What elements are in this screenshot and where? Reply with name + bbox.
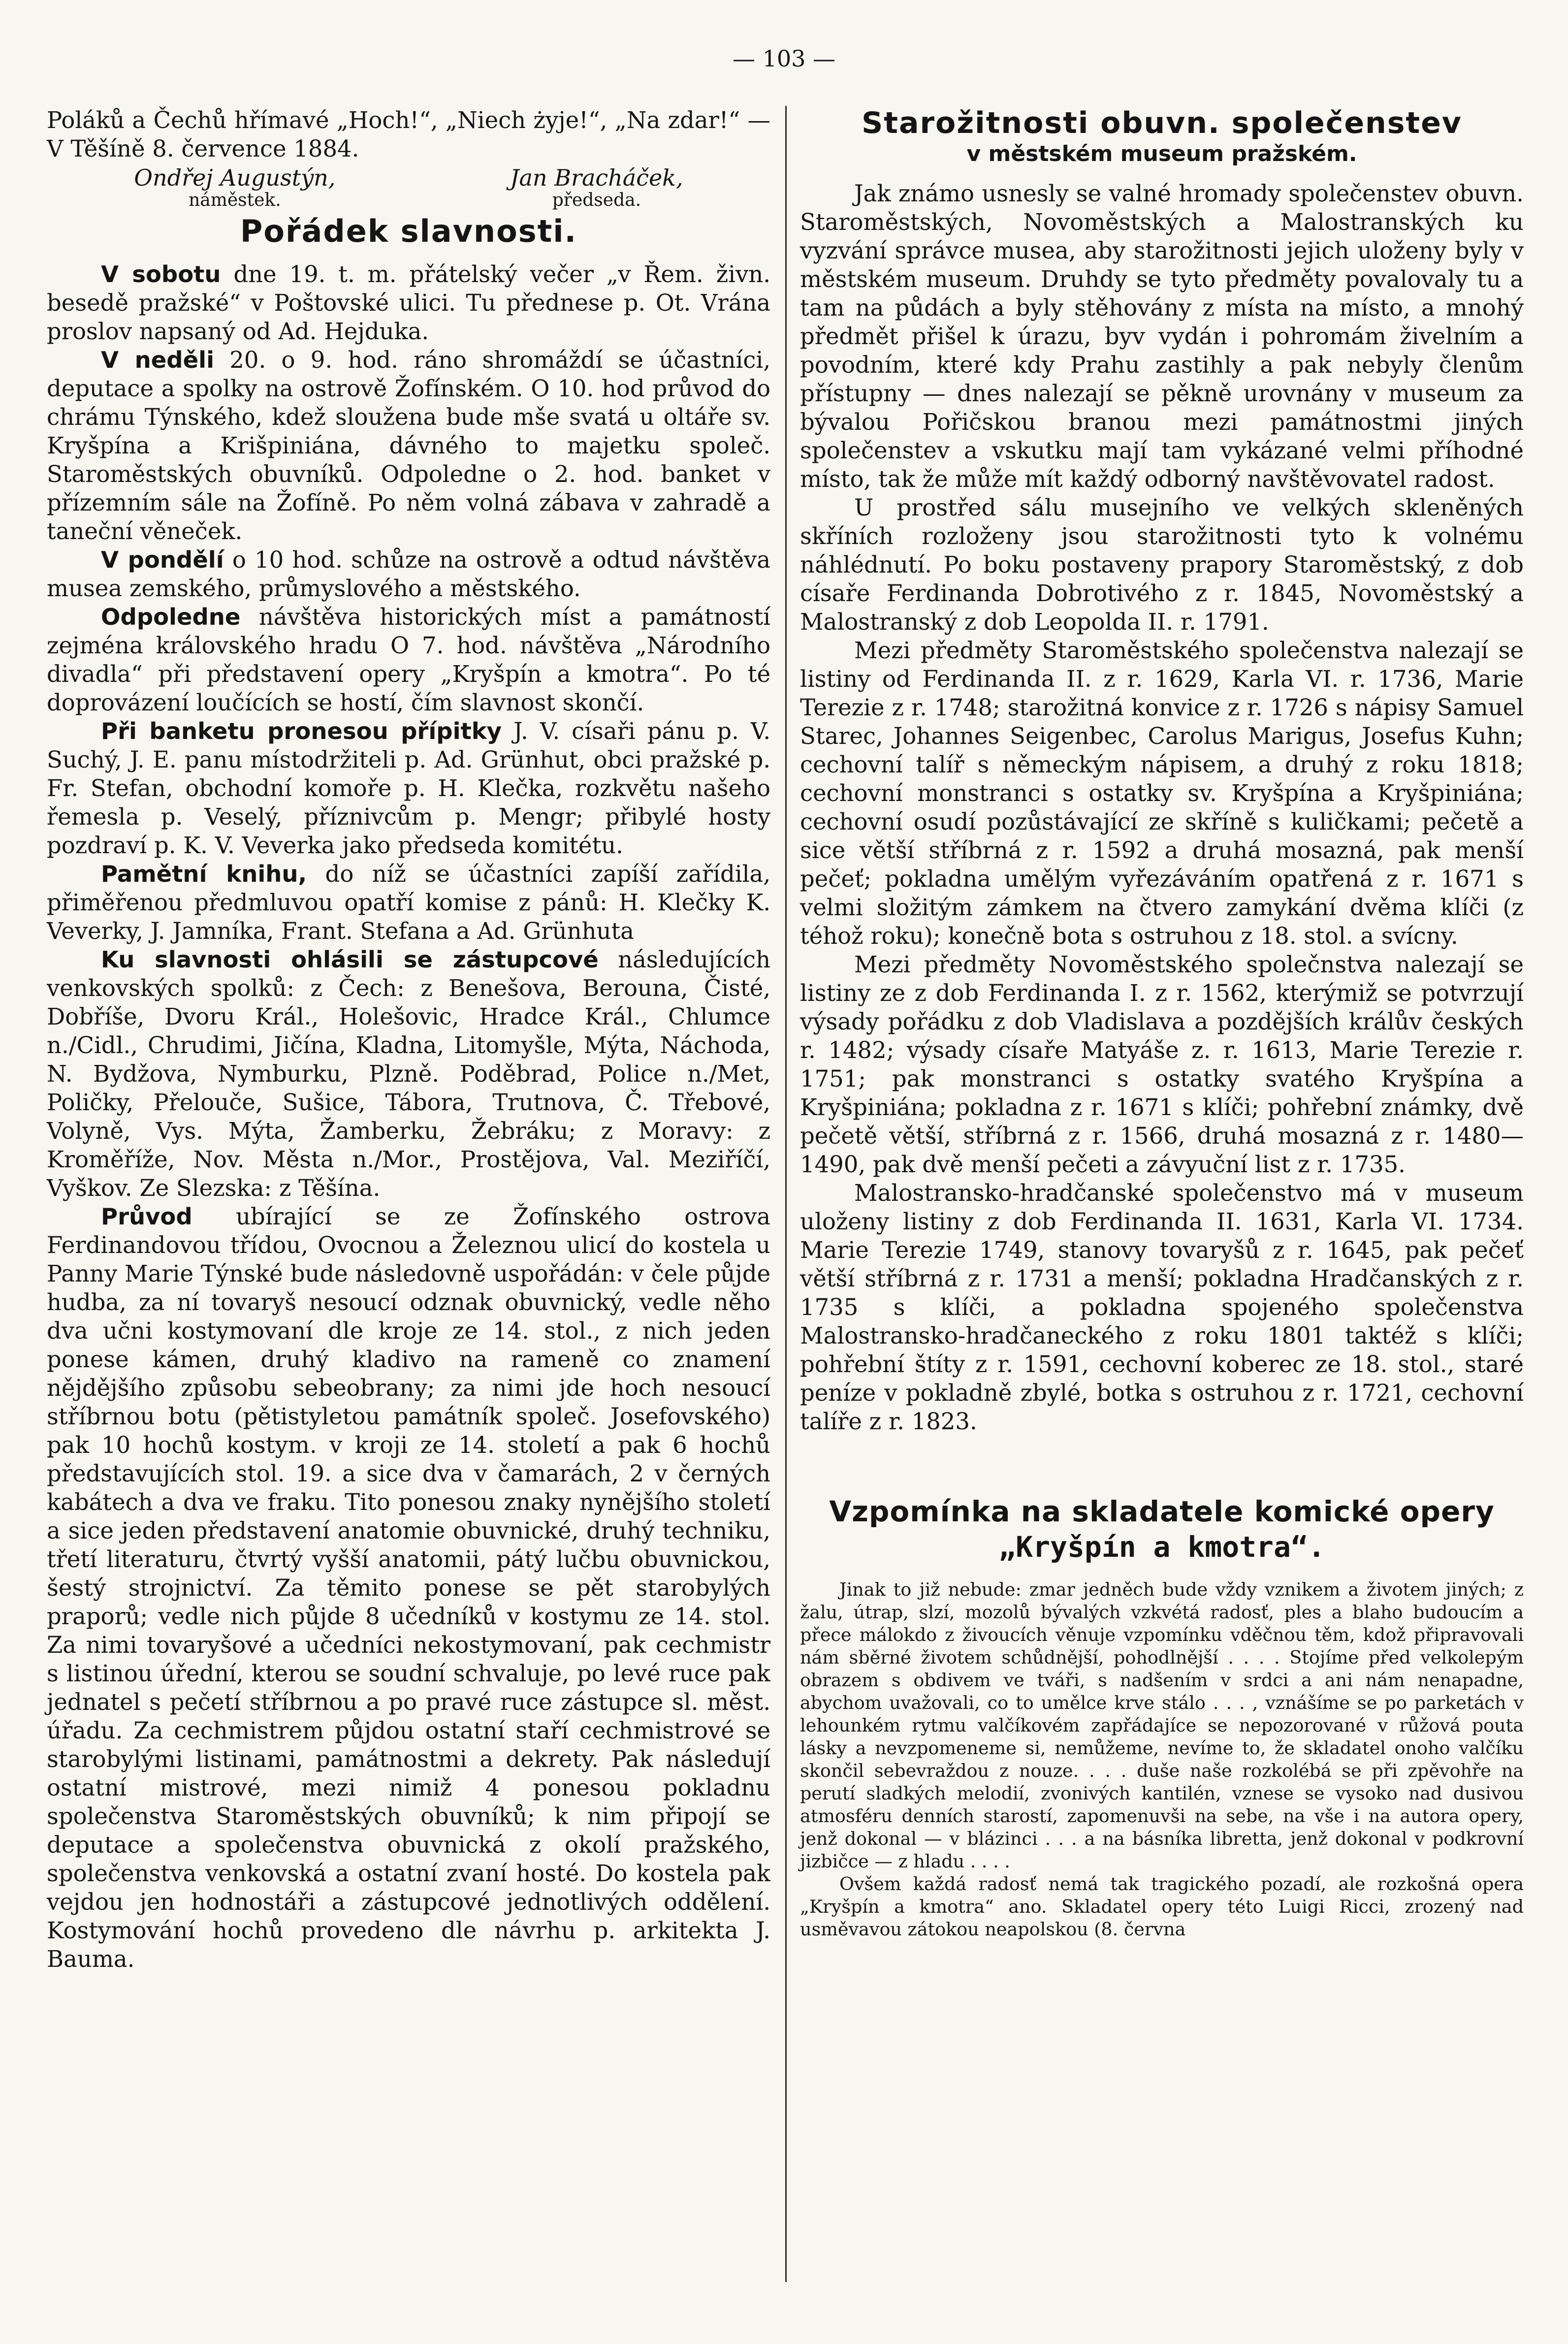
- paragraph-antiquities-3: Mezi předměty Staroměstského společenstva nalezají se listiny od Ferdinanda II. z r. 1629, Karla VI. r. 1736, Marie Terezie z r. 1748; starožitná konvice z r. 1726 s nápisy Samuel Starec, Johannes Seigenbec, Carolus Marigus, Josefus Kuhn; cechovní talíř s německým nápisem, a druhý z roku 1818; cechovní monstranci s ostatky sv. Kryšpína a Kryšpiniána; cechovní osudí pozůstávající ze skříně s kuličkami; pečetě a sice větší stříbrná z r. 1592 a druhá mosazná, pak menší pečeť; pokladna umělým vyřezáváním opatřená z r. 1671 s velmi složitým zámkem na čtvero zamykání dvěma klíči (z téhož roku); konečně bota s ostruhou z 18. stol. a svícny.: [800, 637, 1524, 949]
- paragraph-sunday: [47, 346, 770, 546]
- text-delegates: následujících venkovských spolků: z Čech: z Benešova, Berouna, Čisté, Dobříše, Dvoru Král., Holešovic, Hradce Král., Chlumce n./Cidl., Chrudimi, Jičína, Kladna, Litomyšle, Mýta, Náchoda, N. Bydžova, Nymburku, Plzně. Poděbrad, Police n./Met, Poličky, Přelouče, Sušice, Tábora, Trutnova, Č. Třebové, Volyně, Vys. Mýta, Žamberku, Žebráku; z Moravy: z Kroměříže, Nov. Města n./Mor., Prostějova, Val. Meziříčí, Vyškov. Ze Slezska: z Těšína.: [47, 946, 770, 1201]
- section-heading-opera: Vzpomínka na skladatele komické opery: [829, 1495, 1495, 1528]
- text-banquet: J. V. císaři pánu p. V. Suchý, J. E. panu místodržiteli p. Ad. Grünhut, obci pražské p. Fr. Stefan, obchodní komoře p. H. Klečka, rozkvětu našeho řemesla p. Veselý, příznivcům p. Mengr; přibylé hosty pozdraví p. K. V. Veverka jako předseda komitétu.: [47, 718, 771, 859]
- section-subheading-opera: „Kryšpín a kmotra“.: [998, 1530, 1325, 1564]
- signature-role: předseda.: [552, 190, 641, 210]
- paragraph-memorial-book: [47, 860, 770, 945]
- text-procession: ubírající se ze Žofínského ostrova Ferdinandovou třídou, Ovocnou a Železnou ulicí do kostela u Panny Marie Týnské bude následovně uspořádán: v čele půjde hudba, za ní tovaryš nesoucí odznak obuvnický, vedle něho dva učni kostymovaní dle kroje ze 14. stol., z nich jeden ponese kámen, druhý kladivo na rameně co znamení nějdějšího způsobu sebeobrany; za nimi jde hoch nesoucí stříbrnou botu (pětistyletou památník společ. Josefovského) pak 10 hochů kostym. v kroji ze 14. století a pak 6 hochů představujících stol. 19. a sice dva v čamarách, 2 v černých kabátech a dva ve fraku. Tito ponesou znaky nynějšího století a sice jeden představení anatomie obuvnické, druhý techniku, třetí literaturu, čtvrtý vyšší anatomii, pátý lučbu obuvnickou, šestý strojnictví. Za těmito ponese se pět starobylých praporů; vedle nich půjde 8 učedníků v kostymu ze 14. stol. Za nimi tovaryšové a učedníci nekostymovaní, pak cechmistr s listinou úřední, kterou se soudní schvaluje, po levé ruce pak jednatel s pečetí stříbrnou a po pravé ruce zástupce sl. měst. úřadu. Za cechmistrem půjdou ostatní staří cechmistrové se starobylými listinami, památnostmi a dekrety. Pak následují ostatní mistrové, mezi nimiž 4 ponesou pokladnu společenstva Staroměstských obuvníků; k nim připojí se deputace a společenstva obuvnická z okolí pražského, společenstva venkovská a ostatní zvaní hosté. Do kostela pak vejdou jen hodnostáři a zástupcové jednotlivých oddělení. Kostymování hochů provedeno dle návrhu p. arkitekta J. Bauma.: [47, 1203, 770, 1972]
- text-saturday: dne 19. t. m. přátelský večer „v Řem. živn. besedě pražské“ v Poštovské ulici. Tu přednese p. Ot. Vrána proslov napsaný od Ad. Hejduka.: [47, 261, 770, 345]
- section-subheading-antiquities: v městském museum pražském.: [966, 141, 1357, 166]
- paragraph-afternoon: [47, 603, 770, 717]
- text-monday: o 10 hod. schůze na ostrově a odtud návštěva musea zemského, průmyslového a městského.: [47, 546, 770, 602]
- left-column: [47, 106, 770, 1973]
- signature-chair: [510, 165, 683, 210]
- paragraph-procession: [47, 1202, 770, 1973]
- paragraph-antiquities-2: U prostřed sálu musejního ve velkých skleněných skříních rozloženy jsou starožitnosti tyto k volnému náhlédnutí. Po boku postaveny prapory Staroměstský, z dob císaře Ferdinanda Dobrotivého z r. 1845, Novoměstský a Malostranský z dob Leopolda II. r. 1791.: [800, 494, 1524, 635]
- page-number: — 103 —: [732, 45, 836, 72]
- paragraph-opera-2: Ovšem každá radosť nemá tak tragického pozadí, ale rozkošná opera „Kryšpín a kmotra“ ano. Skladatel opery této Luigi Ricci, zrozený nad usměvavou zátokou neapolskou (8. června: [800, 1873, 1524, 1940]
- signature-name: Jan Bracháček,: [510, 164, 683, 191]
- paragraph-delegates: [47, 945, 770, 1202]
- paragraph-antiquities-1: Jak známo usnesly se valné hromady společenstev obuvn. Staroměstských, Novoměstských a Malostranských ku vyzvání správce musea, aby starožitnosti jejich uloženy byly v městském museum. Druhdy se tyto předměty povalovaly tu a tam na půdách a byly stěhovány z místa na místo, a mnohý předmět přišel k úrazu, byv vydán i pohromám živelním a povodním, které kdy Prahu zastihly a pak nebyly členům přístupny — dnes nalezají se pěkně urovnány v museum za bývalou Pořičskou branou mezi památnostmi jiných společenstev a vskutku mají tam vykázané velmi příhodné místo, tak že může mít každý odborný navštěvovatel radost.: [800, 180, 1524, 492]
- signature-role: náměstek.: [189, 190, 281, 210]
- column-divider: [785, 106, 787, 2282]
- lead-afternoon: Odpoledne: [101, 604, 241, 630]
- section-heading-program: Pořádek slavnosti.: [240, 213, 577, 249]
- paragraph-antiquities-5: Malostransko-hradčanské společenstvo má v museum uloženy listiny z dob Ferdinanda II. 1631, Karla VI. 1734. Marie Terezie 1749, stanovy tovaryšů z r. 1645, pak pečeť větší stříbrná z r. 1731 a menší; pokladna Hradčanských z r. 1735 s klíči, a pokladna spojeného společenstva Malostransko-hradčaneckého z roku 1801 taktéž s klíči; pohřební štíty z r. 1591, cechovní koberec ze 18. stol., staré peníze v pokladně zbylé, botka s ostruhou z r. 1721, cechovní talíře z r. 1823.: [800, 1180, 1524, 1435]
- paragraph-antiquities-4: Mezi předměty Novoměstského společnstva nalezají se listiny ze z dob Ferdinanda I. z r. 1562, kterýmiž se potvrzují výsady pořádku z dob Vladislava a pozdějších králův českých r. 1482; výsady císaře Matyáše z. r. 1613, Marie Terezie r. 1751; pak monstranci s ostatky svatého Kryšpína a Kryšpiniána; pokladna z r. 1671 s klíči; pohřební známky, dvě pečetě větší, stříbrná z r. 1566, druhá mosazná z r. 1480—1490, pak dvě menší pečeti a závyuční list z r. 1735.: [800, 951, 1524, 1178]
- signature-name: Ondřej Augustýn,: [134, 164, 336, 191]
- right-column: [800, 106, 1524, 1941]
- paragraph-opera-1: Jinak to již nebude: zmar jedněch bude vždy vznikem a životem jiných; z žalu, útrap, slzí, mozolů bývalých vzkvétá radosť, ples a blaho budoucím a přece málokdo z živoucích věnuje vzpomínku vděčnou těm, kdož připravovali nám sběrné životem schůdnější, pohodlnější . . . . Stojíme před velkolepým obrazem s obdivem ve tváři, s nadšením v srdci a ani nám nenapadne, abychom uvažovali, co to umělce krve stálo . . . , vznášíme se po parketách v lehounkém rytmu valčíkovém zapřádajíce se nepozorované v růžová pouta lásky a nevzpomeneme si, nemůžeme, nevíme to, že skladatel onoho valčíku skončil sebevraždou z nouze. . . . duše naše rozkolébá se při zpěvohře na perutí sladkých melodií, zvonivých kantilén, vznese se vysoko nad dusivou atmosféru denních starostí, zapomenuvši na sebe, na vše i na autora opery, jenž dokonal — v blázinci . . . a na básníka libretta, jenž dokonal v podkrovní jizbičce — z hladu . . . .: [800, 1579, 1524, 1872]
- paragraph-monday: [47, 546, 770, 603]
- lead-monday: V pondělí: [101, 546, 224, 573]
- lead-memorial-book: Pamětní knihu,: [101, 861, 307, 887]
- text-afternoon: návštěva historických míst a památností zejména královského hradu O 7. hod. návštěva „Národního divadla“ při představení opery „Kryšpín a kmotra“. Po té doprovázení loučících se hostí, čím slavnost skončí.: [47, 604, 770, 716]
- signature-vice-chair: [134, 165, 335, 210]
- section-heading-antiquities: Starožitnosti obuvn. společenstev: [862, 106, 1462, 140]
- lead-sunday: V neděli: [101, 347, 215, 373]
- closing-text: Poláků a Čechů hřímavé „Hoch!“, „Niech żyje!“, „Na zdar!“ — V Těšíně 8. července 1884.: [47, 107, 770, 162]
- text-sunday: 20. o 9. hod. ráno shromáždí se účastníci, deputace a spolky na ostrově Žofínském. O 10. hod průvod do chrámu Týnského, kdež sloužena bude mše svatá u oltáře sv. Kryšpína a Krišpiniána, dávného to majetku společ. Staroměstských obuvníků. Odpoledne o 2. hod. banket v přízemním sále na Žofíně. Po něm volná zábava v zahradě a taneční věneček.: [47, 347, 770, 545]
- signatures: [47, 165, 770, 210]
- lead-saturday: V sobotu: [101, 261, 221, 288]
- paragraph-saturday: [47, 260, 770, 346]
- lead-banquet: Při banketu pronesou přípitky: [101, 718, 502, 744]
- paragraph-banquet: [47, 717, 770, 860]
- lead-delegates: Ku slavnosti ohlásili se zástupcové: [101, 946, 599, 973]
- lead-procession: Průvod: [101, 1203, 192, 1230]
- text-memorial-book: do níž se účastníci zapíší zařídila, přiměřenou předmluvou opatří komise z pánů: H. Klečky K. Veverky, J. Jamníka, Frant. Stefana a Ad. Grünhuta: [47, 861, 771, 944]
